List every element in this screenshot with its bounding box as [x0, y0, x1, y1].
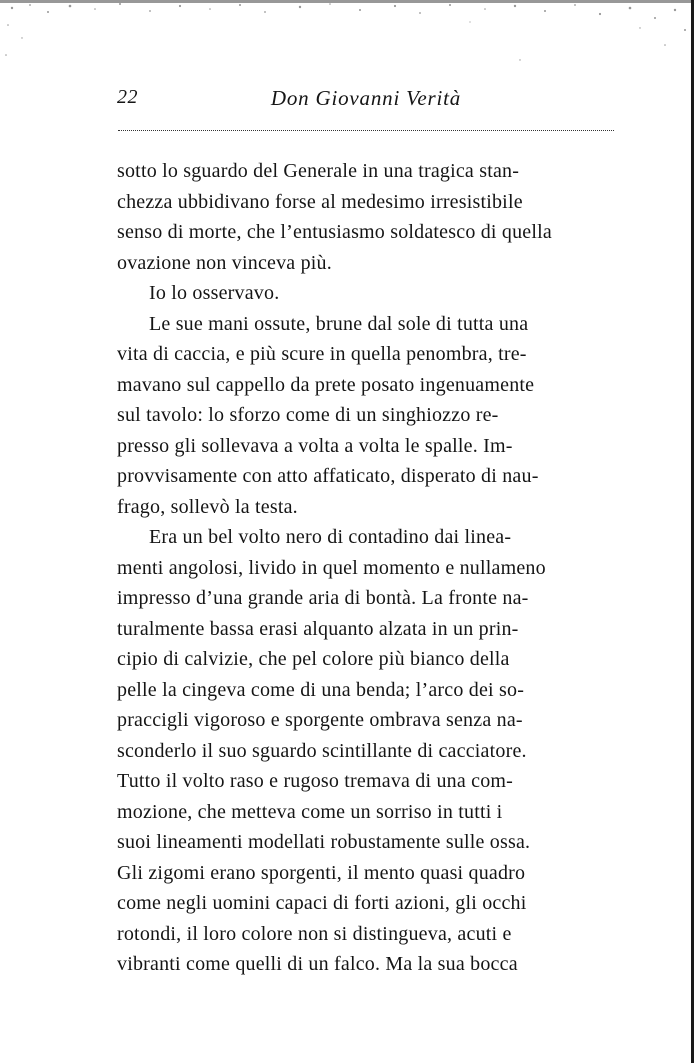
- text-line: ovazione non vinceva più.: [117, 251, 332, 274]
- text-line: impresso d’una grande aria di bontà. La fronte na-: [117, 587, 529, 609]
- text-line: provvisamente con atto affaticato, disperato di nau-: [117, 465, 539, 487]
- running-title: Don Giovanni Verità: [270, 86, 462, 110]
- text-line: senso di morte, che l’entusiasmo soldatesco di quella: [117, 221, 552, 243]
- text-line: menti angolosi, livido in quel momento e nullameno: [117, 556, 546, 579]
- text-line: mavano sul cappello da prete posato ingenuamente: [117, 373, 535, 396]
- text-line: rotondi, il loro colore non si distingueva, acuti e: [117, 922, 512, 945]
- text-line: Io lo osservavo.: [149, 282, 280, 304]
- text-line: frago, sollevò la testa.: [117, 495, 298, 518]
- text-line: come negli uomini capaci di forti azioni, gli occhi: [117, 892, 527, 914]
- header-divider: [118, 130, 614, 131]
- text-line: pelle la cingeva come di una benda; l’arco dei so-: [117, 678, 525, 701]
- text-line: Gli zigomi erano sporgenti, il mento quasi quadro: [117, 861, 526, 884]
- text-line: vita di caccia, e più scure in quella penombra, tre-: [117, 343, 527, 365]
- text-line: Era un bel volto nero di contadino dai linea-: [149, 526, 512, 548]
- text-line: cipio di calvizie, che pel colore più bianco della: [117, 648, 510, 670]
- body-text: [117, 156, 615, 980]
- text-line: chezza ubbidivano forse al medesimo irresistibile: [117, 190, 523, 213]
- scan-noise-top: [0, 0, 694, 70]
- text-line: sconderlo il suo sguardo scintillante di cacciatore.: [117, 739, 527, 762]
- text-line: sotto lo sguardo del Generale in una tragica stan-: [117, 160, 520, 182]
- text-line: praccigli vigoroso e sporgente ombrava senza na-: [117, 709, 523, 731]
- text-line: suoi lineamenti modellati robustamente sulle ossa.: [117, 831, 531, 853]
- text-line: Le sue mani ossute, brune dal sole di tutta una: [149, 312, 529, 335]
- text-line: sul tavolo: lo sforzo come di un singhiozzo re-: [117, 404, 499, 426]
- scan-edge-right: [682, 0, 694, 1063]
- text-line: vibranti come quelli di un falco. Ma la sua bocca: [117, 953, 518, 975]
- page-header: [117, 86, 615, 116]
- text-line: presso gli sollevava a volta a volta le spalle. Im-: [117, 434, 513, 457]
- page-number: 22: [117, 86, 138, 108]
- text-line: mozione, che metteva come un sorriso in tutti i: [117, 800, 503, 823]
- text-line: turalmente bassa erasi alquanto alzata in un prin-: [117, 617, 519, 640]
- text-line: Tutto il volto raso e rugoso tremava di una com-: [117, 770, 514, 792]
